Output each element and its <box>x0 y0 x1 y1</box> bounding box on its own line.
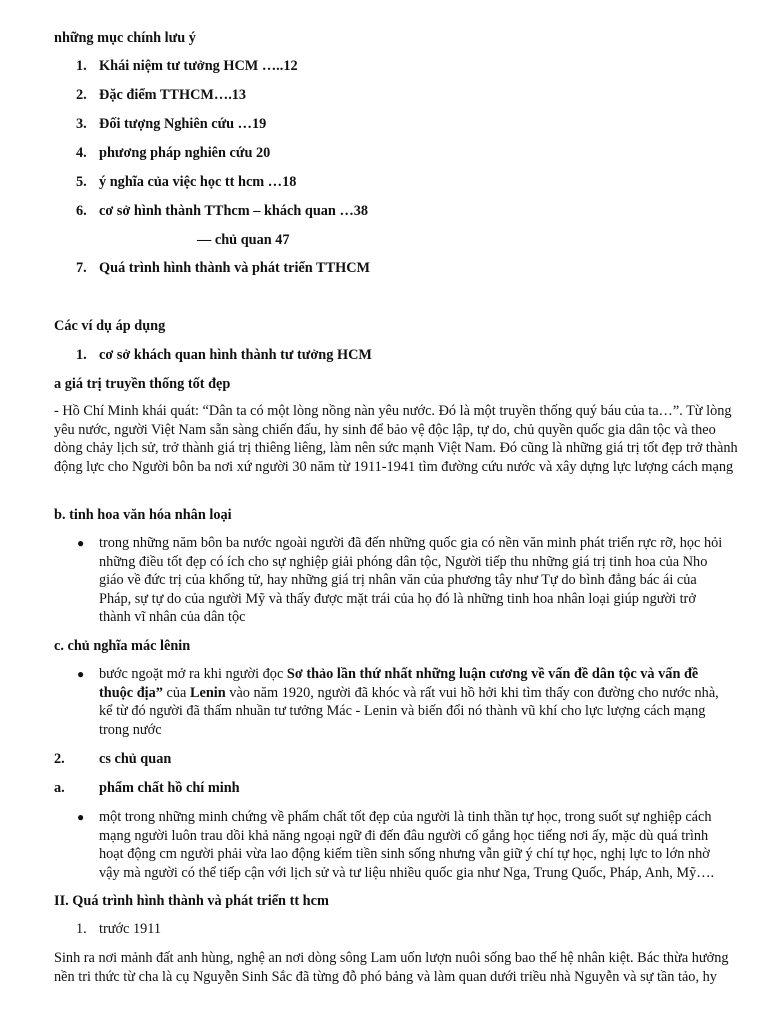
subheading-c: c. chủ nghĩa mác lênin <box>54 638 191 654</box>
toc-number: 6. <box>76 203 87 219</box>
list-item-before-1911: trước 1911 <box>99 921 162 937</box>
subheading-a: a giá trị truyền thống tốt đẹp <box>54 376 231 392</box>
bullet-bold-title: Sơ thảo lần thứ nhất những luận cương về vấn đề dân tộc và vấn đề thuộc địa” <box>99 666 699 701</box>
toc-item: cơ sở hình thành TThcm – khách quan …38 <box>99 203 369 219</box>
toc-item: Đặc điểm TTHCM….13 <box>99 87 247 103</box>
toc-item: phương pháp nghiên cứu 20 <box>99 145 271 161</box>
paragraph-birthplace: Sinh ra nơi mảnh đất anh hùng, nghệ an nơi dòng sông Lam uốn lượn nuôi sống bao thế hệ nhân kiệt. Bác thừa hưởng nền tri thức từ cha là cụ Nguyễn Sinh Sắc đã từng đỗ phó bảng và làm quan dưới triều nhà Nguyễn và sự tần tảo, hy <box>54 950 729 985</box>
toc-number: 4. <box>76 145 87 161</box>
paragraph-traditional-values: - Hồ Chí Minh khái quát: “Dân ta có một lòng nồng nàn yêu nước. Đó là một truyền thống quý báu của ta…”. Từ lòng yêu nước, người Việt Nam sẵn sàng chiến đấu, hy sinh để bảo vệ độc lập, tự do, chủ quyền quốc gia dân tộc và theo dòng chảy lịch sử, trở thành giá trị thiêng liêng, làm nên sức mạnh Việt Nam. Đó cũng là những giá trị tốt đẹp trở thành động lực cho Người bôn ba nơi xứ người 30 năm từ 1911-1941 tìm đường cứu nước và xây dựng lực lượng cách mạng <box>54 403 738 475</box>
toc-item: — chủ quan 47 <box>197 232 290 248</box>
bullet-marxism-leninism <box>99 665 729 739</box>
toc-item: Khái niệm tư tưởng HCM …..12 <box>99 58 298 74</box>
toc-item: ý nghĩa của việc học tt hcm …18 <box>99 174 297 190</box>
section-heading-II: II. Quá trình hình thành và phát triển tt hcm <box>54 893 329 909</box>
bullet-icon: ● <box>77 810 85 824</box>
notes-heading: những mục chính lưu ý <box>54 30 196 46</box>
bullet-icon: ● <box>77 667 85 681</box>
bullet-self-study: một trong những minh chứng về phẩm chất tốt đẹp của người là tinh thần tự học, trong suốt sự nghiệp cách mạng người luôn trau dồi khả năng ngoại ngữ đi đến đâu người cố gắng học tiếng nơi ấy, mặc dù quá trình hoạt động cm người phải vừa lao động kiếm tiền sinh sống nhưng vẫn giữ ý chí tự học, nghị lực to lớn nhờ vậy mà người có thể tiếp cận với lịch sử và tư liệu nhiều quốc gia như Nga, Trung Quốc, Pháp, Anh, Mỹ…. <box>99 809 715 881</box>
toc-number: 1. <box>76 58 87 74</box>
bullet-cultural-essence: trong những năm bôn ba nước ngoài người đã đến những quốc gia có nền văn minh phát triển rực rỡ, học hỏi những điều tốt đẹp có ích cho sự nghiệp giải phóng dân tộc, Người tiếp thu những giá trị tinh hoa của Nho giáo về đức trị của khổng tử, hay những giá trị nhân văn của phương tây như Tự do bình đẳng bác ái của Pháp, sự tự do của người Mỹ và thấy được mặt trái của họ đó là những tinh hoa nhân loại giúp người trở thành vĩ nhân của dân tộc <box>99 535 723 626</box>
toc-item: Đối tượng Nghiên cứu …19 <box>99 116 267 132</box>
toc-number: 3. <box>76 116 87 132</box>
bullet-icon: ● <box>77 536 85 550</box>
toc-item: Quá trình hình thành và phát triển TTHCM <box>99 260 371 276</box>
section-heading-examples: Các ví dụ áp dụng <box>54 318 166 334</box>
bullet-text-segment: bước ngoặt mở ra khi người đọc <box>99 666 287 682</box>
subheading-b: b. tinh hoa văn hóa nhân loại <box>54 507 232 523</box>
toc-number: 7. <box>76 260 87 276</box>
list-number: 1. <box>76 347 87 363</box>
bullet-text-segment: vào năm 1920, người đã khóc và rất vui hồ hởi khi tìm thấy con đường cho nước nhà, kể từ đó người đã thấm nhuần tư tưởng Mác - Lenin và biến đổi nó thành vũ khí cho lực lượng cách mạng trong nước <box>99 684 719 738</box>
bullet-text-segment: của <box>162 684 190 701</box>
list-number: 1. <box>76 921 87 937</box>
list-letter: a. <box>54 780 65 796</box>
bullet-bold-name: Lenin <box>189 684 226 701</box>
list-item-objective-basis: cơ sở khách quan hình thành tư tưởng HCM <box>99 347 372 363</box>
list-number: 2. <box>54 751 65 767</box>
list-item-character: phẩm chất hồ chí minh <box>99 780 240 796</box>
toc-number: 5. <box>76 174 87 190</box>
toc-number: 2. <box>76 87 87 103</box>
list-item-subjective-basis: cs chủ quan <box>99 751 172 767</box>
